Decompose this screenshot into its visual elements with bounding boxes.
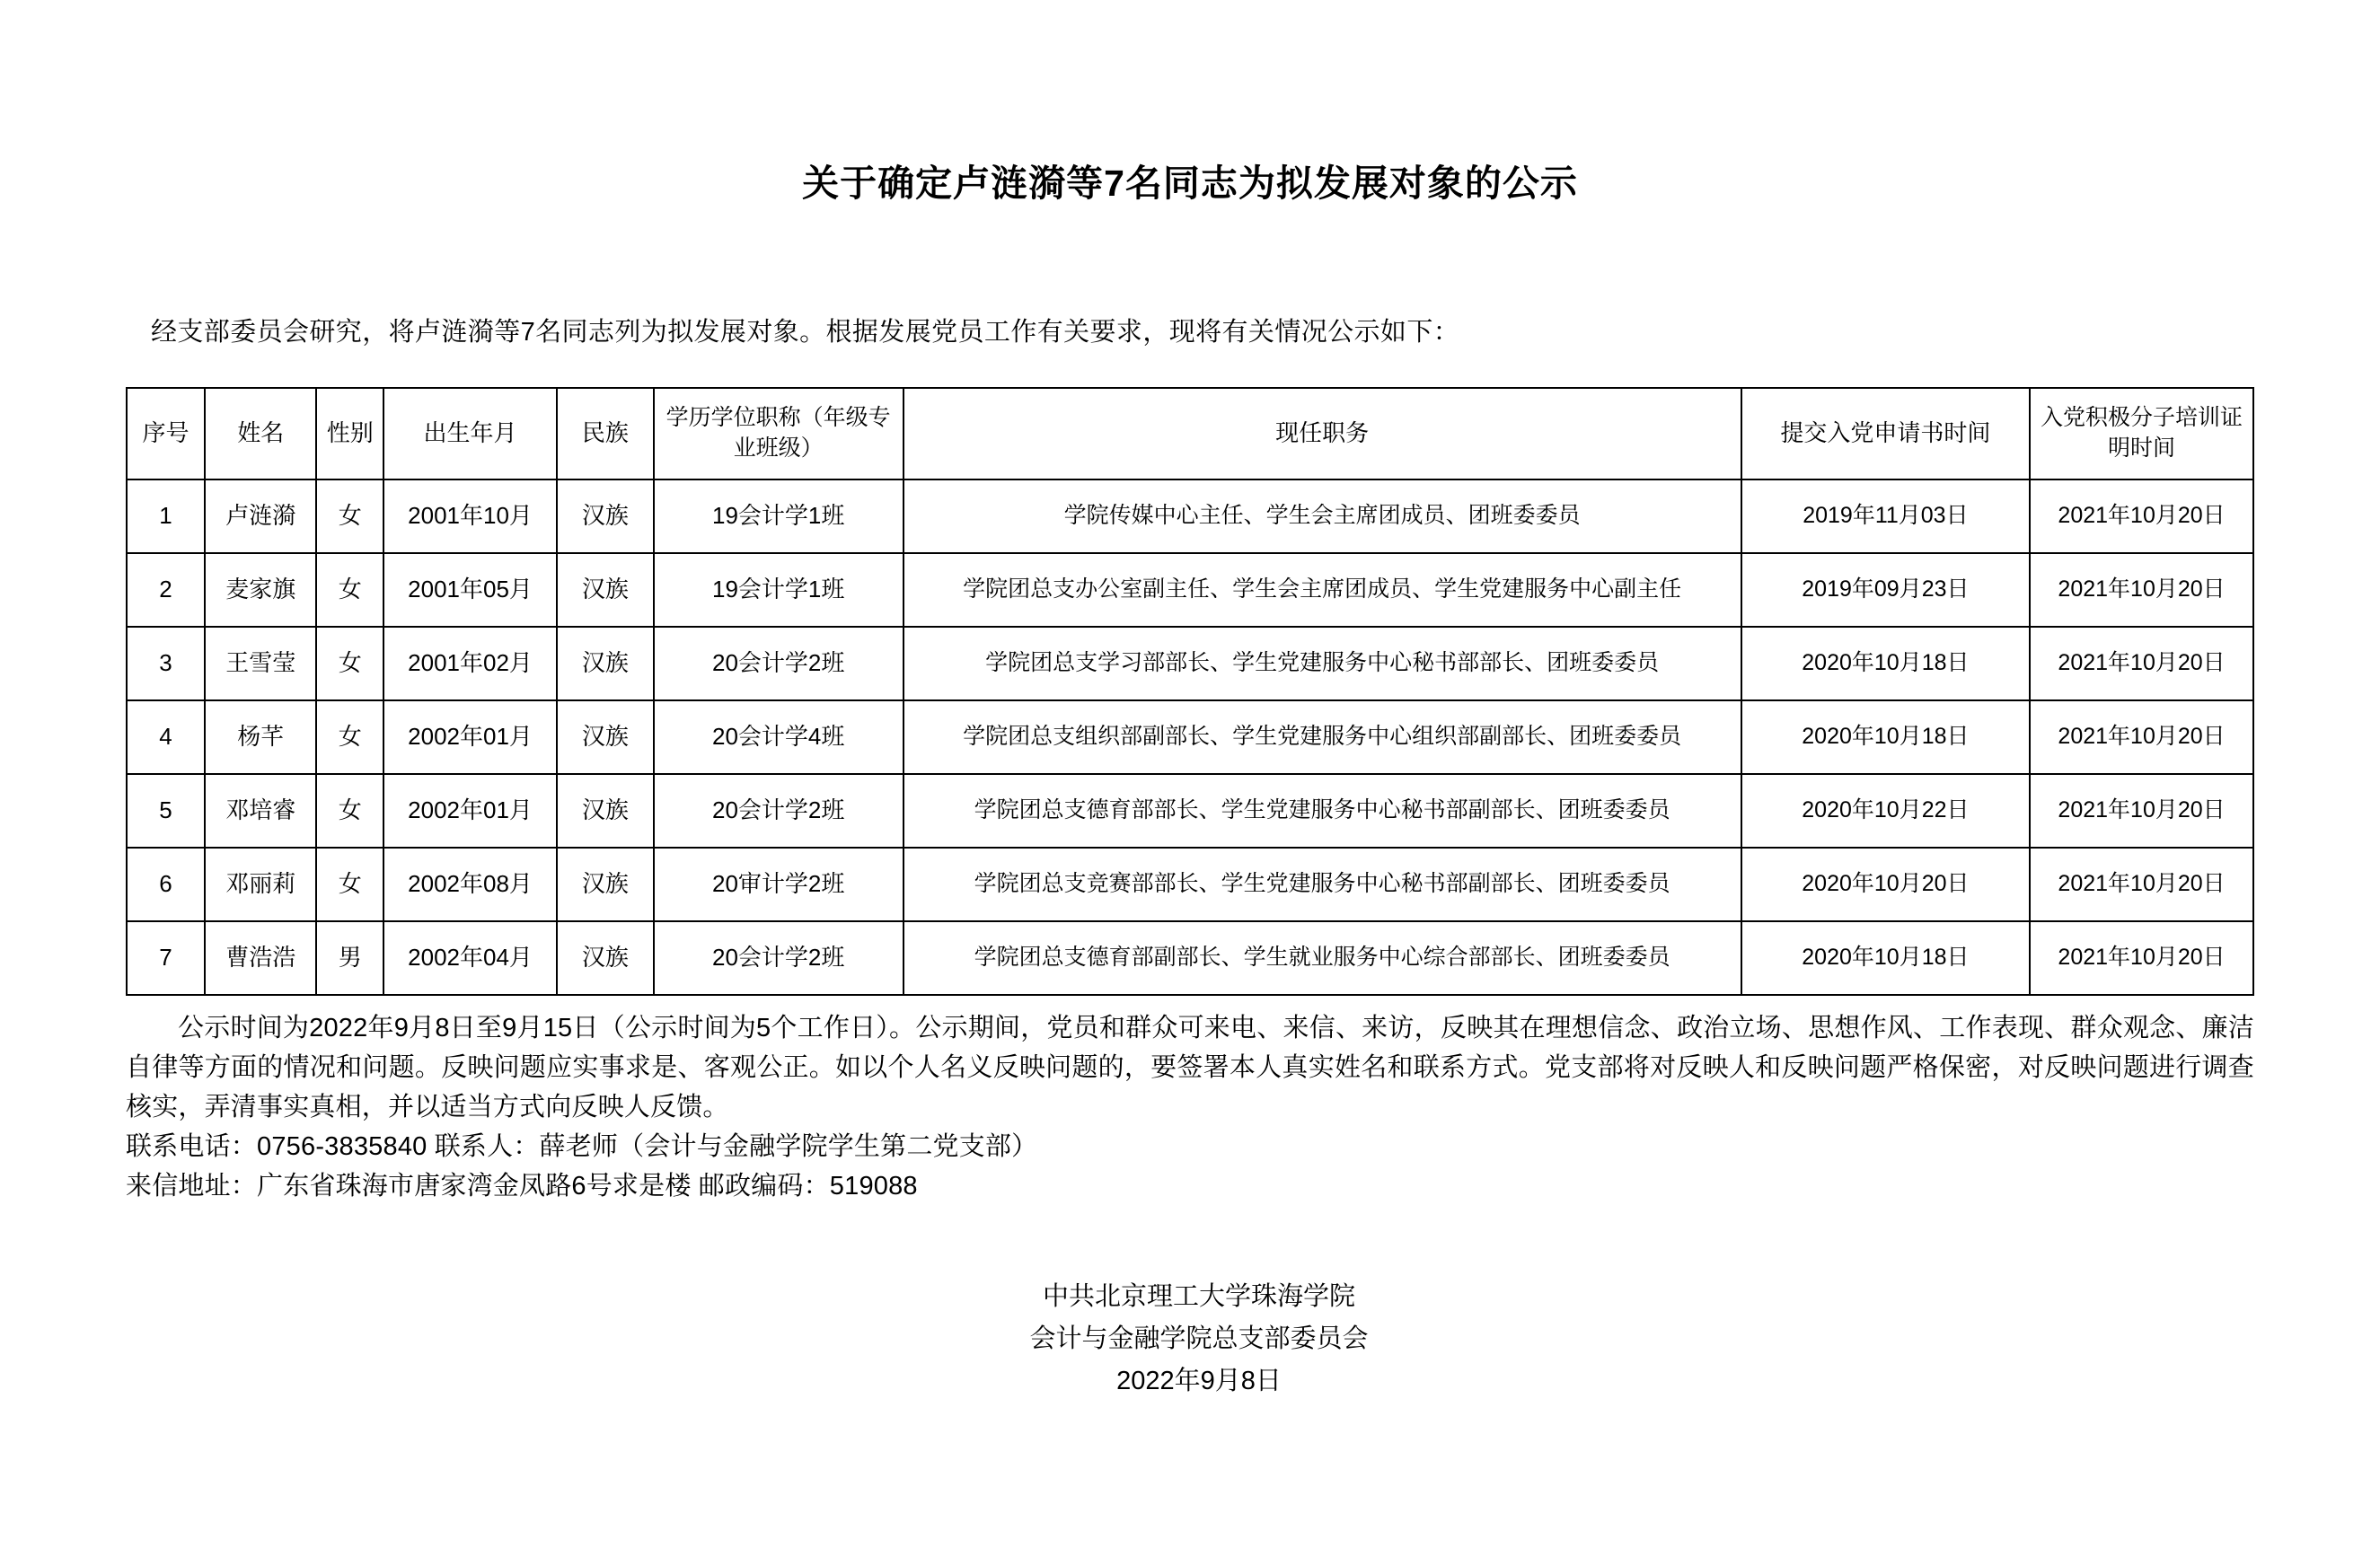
cell-apply-date: 2020年10月18日 [1741, 700, 2030, 774]
cell-duty: 学院团总支办公室副主任、学生会主席团成员、学生党建服务中心副主任 [904, 553, 1741, 627]
cell-no: 5 [127, 774, 205, 848]
cell-training-date: 2021年10月20日 [2030, 627, 2253, 700]
notice-section [0, 996, 2380, 1206]
signature-org-department: 会计与金融学院总支部委员会 [1029, 1324, 1369, 1354]
table-row [127, 774, 2253, 848]
signature-date: 2022年9月8日 [1116, 1367, 1282, 1396]
cell-duty: 学院传媒中心主任、学生会主席团成员、团班委委员 [904, 479, 1741, 553]
column-header-sex: 性别 [316, 388, 383, 479]
cell-duty: 学院团总支德育部部长、学生党建服务中心秘书部副部长、团班委委员 [904, 774, 1741, 848]
cell-duty: 学院团总支德育部副部长、学生就业服务中心综合部部长、团班委委员 [904, 921, 1741, 995]
cell-sex: 女 [316, 848, 383, 921]
candidates-table [126, 387, 2254, 996]
cell-education: 19会计学1班 [654, 553, 904, 627]
column-header-name: 姓名 [205, 388, 316, 479]
cell-name: 王雪莹 [205, 627, 316, 700]
cell-name: 邓培睿 [205, 774, 316, 848]
cell-no: 7 [127, 921, 205, 995]
column-header-ethnicity: 民族 [557, 388, 654, 479]
cell-apply-date: 2020年10月20日 [1741, 848, 2030, 921]
cell-sex: 女 [316, 700, 383, 774]
cell-apply-date: 2020年10月18日 [1741, 627, 2030, 700]
intro-paragraph: 经支部委员会研究，将卢涟漪等7名同志列为拟发展对象。根据发展党员工作有关要求，现将有关情况公示如下： [151, 318, 1460, 347]
cell-sex: 女 [316, 627, 383, 700]
table-row [127, 848, 2253, 921]
column-header-duty: 现任职务 [904, 388, 1741, 479]
table-header-row [127, 388, 2253, 479]
cell-apply-date: 2020年10月22日 [1741, 774, 2030, 848]
cell-training-date: 2021年10月20日 [2030, 774, 2253, 848]
cell-ethnicity: 汉族 [557, 627, 654, 700]
cell-birth: 2002年04月 [383, 921, 557, 995]
column-header-training-date: 入党积极分子培训证明时间 [2030, 388, 2253, 479]
contact-address-line: 来信地址：广东省珠海市唐家湾金凤路6号求是楼 邮政编码：519088 [126, 1172, 918, 1201]
table-body [127, 479, 2253, 995]
cell-education: 20会计学4班 [654, 700, 904, 774]
cell-sex: 女 [316, 479, 383, 553]
cell-birth: 2001年05月 [383, 553, 557, 627]
cell-ethnicity: 汉族 [557, 848, 654, 921]
cell-training-date: 2021年10月20日 [2030, 700, 2253, 774]
cell-education: 19会计学1班 [654, 479, 904, 553]
cell-ethnicity: 汉族 [557, 921, 654, 995]
cell-name: 曹浩浩 [205, 921, 316, 995]
cell-apply-date: 2019年09月23日 [1741, 553, 2030, 627]
cell-training-date: 2021年10月20日 [2030, 921, 2253, 995]
cell-apply-date: 2019年11月03日 [1741, 479, 2030, 553]
notice-paragraph: 公示时间为2022年9月8日至9月15日（公示时间为5个工作日）。公示期间，党员和群众可来电、来信、来访，反映其在理想信念、政治立场、思想作风、工作表现、群众观念、廉洁自律等方面的情况和问题。反映问题应实事求是、客观公正。如以个人名义反映问题的，要签署本人真实姓名和联系方式。党支部将对反映人和反映问题严格保密，对反映问题进行调查核实，弄清事实真相，并以适当方式向反映人反馈。 [126, 1013, 2254, 1122]
cell-name: 卢涟漪 [205, 479, 316, 553]
cell-name: 杨芊 [205, 700, 316, 774]
cell-birth: 2001年02月 [383, 627, 557, 700]
table-container [0, 353, 2380, 996]
cell-no: 1 [127, 479, 205, 553]
table-row [127, 553, 2253, 627]
cell-sex: 女 [316, 774, 383, 848]
cell-birth: 2002年01月 [383, 700, 557, 774]
cell-education: 20审计学2班 [654, 848, 904, 921]
cell-duty: 学院团总支竞赛部部长、学生党建服务中心秘书部副部长、团班委委员 [904, 848, 1741, 921]
cell-education: 20会计学2班 [654, 627, 904, 700]
signature-org-university: 中共北京理工大学珠海学院 [1042, 1282, 1355, 1312]
column-header-education: 学历学位职称（年级专业班级） [654, 388, 904, 479]
cell-no: 3 [127, 627, 205, 700]
cell-education: 20会计学2班 [654, 921, 904, 995]
table-row [127, 700, 2253, 774]
cell-no: 4 [127, 700, 205, 774]
cell-duty: 学院团总支学习部部长、学生党建服务中心秘书部部长、团班委委员 [904, 627, 1741, 700]
cell-birth: 2002年01月 [383, 774, 557, 848]
cell-education: 20会计学2班 [654, 774, 904, 848]
cell-name: 麦家旗 [205, 553, 316, 627]
table-row [127, 627, 2253, 700]
cell-birth: 2002年08月 [383, 848, 557, 921]
cell-no: 2 [127, 553, 205, 627]
cell-ethnicity: 汉族 [557, 479, 654, 553]
cell-birth: 2001年10月 [383, 479, 557, 553]
cell-ethnicity: 汉族 [557, 774, 654, 848]
table-row [127, 921, 2253, 995]
column-header-birth: 出生年月 [383, 388, 557, 479]
cell-training-date: 2021年10月20日 [2030, 553, 2253, 627]
cell-sex: 男 [316, 921, 383, 995]
column-header-no: 序号 [127, 388, 205, 479]
column-header-apply-date: 提交入党申请书时间 [1741, 388, 2030, 479]
cell-training-date: 2021年10月20日 [2030, 848, 2253, 921]
cell-name: 邓丽莉 [205, 848, 316, 921]
cell-sex: 女 [316, 553, 383, 627]
table-row [127, 479, 2253, 553]
contact-phone-line: 联系电话：0756-3835840 联系人：薛老师（会计与金融学院学生第二党支部） [126, 1132, 1038, 1162]
cell-ethnicity: 汉族 [557, 553, 654, 627]
cell-ethnicity: 汉族 [557, 700, 654, 774]
cell-apply-date: 2020年10月18日 [1741, 921, 2030, 995]
cell-training-date: 2021年10月20日 [2030, 479, 2253, 553]
page-title: 关于确定卢涟漪等7名同志为拟发展对象的公示 [802, 163, 1578, 204]
cell-duty: 学院团总支组织部副部长、学生党建服务中心组织部副部长、团班委委员 [904, 700, 1741, 774]
signature-block [0, 1276, 2380, 1403]
cell-no: 6 [127, 848, 205, 921]
